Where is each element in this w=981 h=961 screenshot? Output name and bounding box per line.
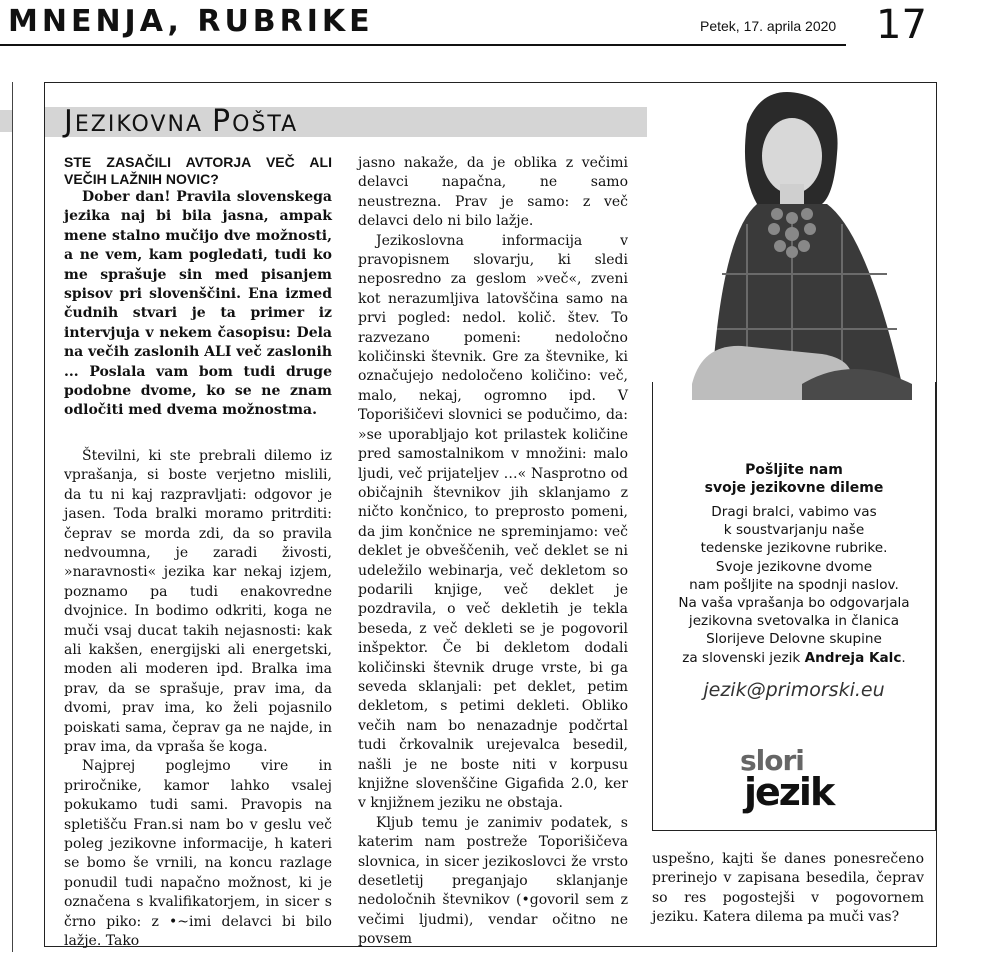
section-title: MNENJA, RUBRIKE [8,4,374,39]
answer-paragraph: jasno nakaže, da je oblika z večimi delavci napačna, ne samo neustrezna. Prav je samo: z več delavci delo ni bilo lažje. [358,155,628,230]
left-column-divider [12,82,13,952]
box-title-line-2: svoje jezikovne dileme [704,480,884,496]
question-heading: STE ZASAČILI AVTORJA VEČ ALI VEČIH LAŽNIH NOVIC? [64,154,332,187]
logo-bottom-text: jezik [744,770,834,814]
answer-paragraph: uspešno, kajti še danes ponesrečeno prerinejo v zapisana besedila, čeprav so res pogostejši v pogovornem jeziku. Katera dilema pa muči vas? [652,851,924,926]
box-line: tedenske jezikovne rubrike. [700,540,888,557]
reader-question: Dober dan! Pravila slovenskega jezika naj bi bila jasna, ampak mene stalno mučijo dve možnosti, a ne vem, kam pogledati, tudi ko me sprašuje sin med pisanjem spisov pri slovenščini. Ena izmed čudnih stvari je ta primer iz intervjuja v nekem časopisu: Dela na večih zaslonih ALI več zaslonih ... Poslala vam bom tudi druge podobne dvome, ko se ne znam odločiti med dvema možnostma. [64,189,332,419]
article-column-1 [64,154,332,951]
columnist-photo [652,84,935,400]
box-line: Dragi bralci, vabimo vas [711,504,877,520]
contact-email[interactable]: jezik@primorski.eu [703,678,885,701]
box-line: jezikovna svetovalka in članica [688,613,900,630]
box-line: za slovenski jezik Andreja Kalc. [682,649,906,666]
submission-box-bottom [652,830,936,831]
left-column-edge-band [0,110,12,132]
article-column-3 [652,850,924,928]
box-line: k soustvarjanju naše [723,522,865,539]
box-title-line-1: Pošljite nam [745,462,843,478]
box-line: Na vaša vprašanja bo odgovarjala [678,595,910,612]
header-divider [0,44,846,46]
submission-box-content [652,461,936,701]
answer-paragraph: Jezikoslovna informacija v pravopisnem slovarju, ki sledi neposredno za geslom »več«, zveni kot nerazumljiva latovščina samo na prvi pogled: nedol. količ. štev. To razvezano pomeni: nedoločno količinski števnik. Gre za števnike, ki označujejo nedoločeno količino: več, malo, nekaj, ogromno ipd. V Toporišičevi slovnici se podučimo, da: »se uporabljajo kot prilastek količine pred samostalnikom v množini: malo ljudi, več prijateljev …« Nasprotno od običajnih števnikov jih sklanjamo z ničto končnico, to preprosto pomeni, da jim končnice ne spreminjamo: več deklet je obveščenih, več deklet se ni udeležilo webinarja, več dekletom so podarili knjige, več deklet je pozdravila, o več dekletih je tekla beseda, z več dekleti se je pogovoril inšpektor. Če bi dekletom dodali količinski števnik druge vrste, bi ga seveda sklanjali: pet deklet, petim dekletom, s petimi dekleti. Obliko večih nam bo nenazadnje podčrtal tudi črkovalnik urejevalca besedil, našli je ne boste niti v korpusu knjižne slovenščine Gigafida 2.0, ker v knjižnem jeziku ne obstaja. [358,232,628,812]
box-line: Svoje jezikovne dvome [715,558,873,575]
box-line: Slorijeve Delovne skupine [706,631,882,648]
answer-paragraph: Najprej poglejmo vire in priročnike, kamor lahko vsalej pokukamo tudi sami. Pravopis na spletišču Fran.si nam bo v geslu več poleg jezikovne informacije, h kateri se bomo še vrnili, na koncu razlage ponudil tudi napačno možnost, ki je označena s kvalifikatorjem, in sicer s črno piko: z •~imi delavci bi bilo lažje. Tako [64,758,332,950]
article-column-2 [358,154,628,950]
answer-paragraph: Kljub temu je zanimiv podatek, s katerim nam postreže Toporišičeva slovnica, in sicer jezikoslovci že vrsto desetletij preganjajo sklanjanje nedoločnih števnikov (•govoril sem z večimi ljudmi), vendar očitno ne povsem [358,814,628,948]
answer-paragraph: Številni, ki ste prebrali dilemo iz vprašanja, si boste verjetno mislili, da tu ni kaj razpravljati: odgovor je jasen. Toda bralki moramo pritrditi: čeprav se morda zdi, da so pravila nedvoumna, je zaradi živosti, »naravnosti« jezika kar nekaj izjem, poznamo pa tudi enakovredne dvojnice. In bodimo odkriti, koga ne muči vsaj ducat takih nejasnosti: kak ali kakšen, energijski ali energetski, moden ali moderen ipd. Bralka ima prav, da se sprašuje, prav ima, da dvomi, prav ima, ko želi pojasnilo poiskati sama, čeprav ga ne najde, in prav ima, da vpraša še koga. [64,447,332,755]
box-text [652,503,936,667]
article-title: JEZIKOVNA POŠTA [64,104,299,139]
author-name: Andreja Kalc [804,649,902,666]
logo-top-text: slori [740,744,804,777]
issue-date: Petek, 17. aprila 2020 [700,18,837,34]
page-number: 17 [876,2,927,48]
slori-jezik-logo [740,744,860,824]
box-line: nam pošljite na spodnji naslov. [689,576,899,593]
